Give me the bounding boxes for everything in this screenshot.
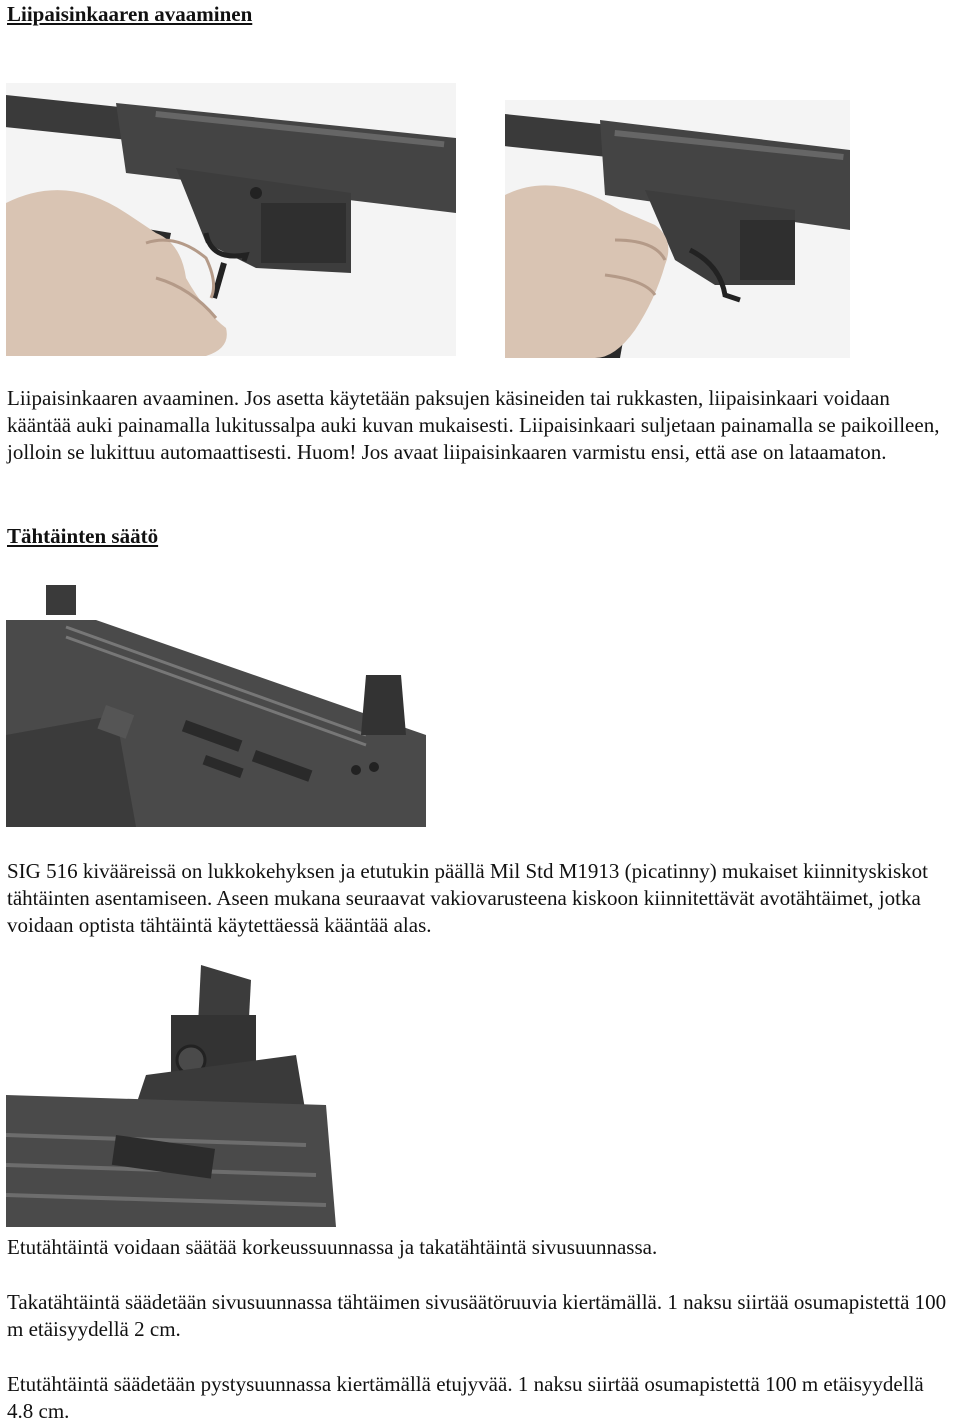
photo-rails-and-sights [6,585,426,827]
photo-trigger-guard-open [505,100,850,358]
photo-front-sight-closeup [6,965,391,1227]
section-heading-trigger-guard: Liipaisinkaaren avaaminen [7,2,253,26]
paragraph-sight-adjustment-directions: Etutähtäintä voidaan säätää korkeussuunnassa ja takatähtäintä sivusuunnassa. [7,1235,658,1259]
paragraph-trigger-guard-instructions: Liipaisinkaaren avaaminen. Jos asetta käytetään paksujen käsineiden tai rukkasten, liipaisinkaari voidaan kääntää auki painamalla lukitussalpa auki kuvan mukaisesti. Liipaisinkaari suljetaan painamalla se paikoilleen, jolloin se lukittuu automaattisesti. Huom! Jos avaat liipaisinkaaren varmistu ensi, että ase on lataamaton. [7,386,940,464]
paragraph-rail-description: SIG 516 kivääreissä on lukkokehyksen ja etutukin päällä Mil Std M1913 (picatinny) mukaiset kiinnityskiskot tähtäinten asentamiseen. Aseen mukana seuraavat vakiovarusteena kiskoon kiinnitettävät avotähtäimet, jotka voidaan optista tähtäintä käytettäessä kääntää alas. [7,859,928,937]
section-heading-sight-adjustment: Tähtäinten säätö [7,524,159,548]
photo-trigger-guard-release [6,83,456,356]
paragraph-rear-sight-adjustment: Takatähtäintä säädetään sivusuunnassa tähtäimen sivusäätöruuvia kiertämällä. 1 naksu siirtää osumapistettä 100 m etäisyydellä 2 cm. [7,1290,947,1341]
paragraph-front-sight-adjustment: Etutähtäintä säädetään pystysuunnassa kiertämällä etujyvää. 1 naksu siirtää osumapistettä 100 m etäisyydellä 4.8 cm. [7,1372,924,1423]
